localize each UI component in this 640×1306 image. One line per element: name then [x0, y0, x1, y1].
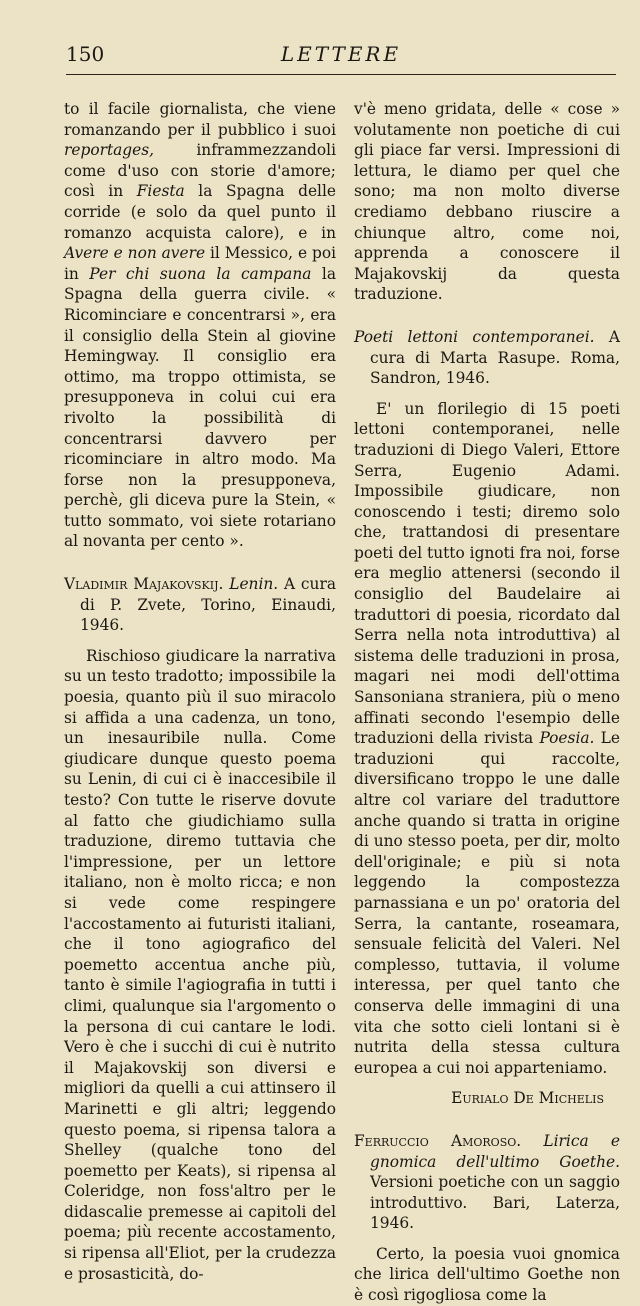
signature: Eurialo De Michelis	[451, 1089, 604, 1108]
majakovskij-review-heading: Vladimir Majakovskij. Lenin. A cura di P. Zvete, Torino, Einaudi, 1946.	[64, 575, 336, 635]
right-column	[354, 99, 620, 1306]
hemingway-review-end: to il facile giornalista, che viene romanzando per il pubblico i suoi reportages, inframmezzandoli come d'uso con storie d'amore; così in Fiesta la Spagna delle corride (e solo da quel punto il romanzo acquista calore), e in Avere e non avere il Messico, e poi in Per chi suona la campana la Spagna della guerra civile. « Ricominciare e concentrarsi », era il consiglio della Stein al giovine Hemingway. Il consiglio era ottimo, ma troppo ottimista, se presupponeva in colui cui era rivolto la possibilità di concentrarsi davvero per ricominciare in altro modo. Ma forse non la presupponeva, perchè, gli diceva pure la Stein, « tutto sommato, voi siete rotariano al novanta per cento ».	[64, 100, 337, 551]
majakovskij-review-body: Rischioso giudicare la narrativa su un testo tradotto; impossibile la poesia, quanto più il suo miracolo si affida a una cadenza, un tono, un inesauribile nulla. Come giudicare dunque questo poema su Lenin, di cui ci è inaccesibile il testo? Con tutte le riserve dovute al fatto che giudichiamo sulla traduzione, diremo tuttavia che l'impressione, per un lettore italiano, non è molto ricca; e non si vede come respingere l'accostamento ai futuristi italiani, che il tono agiografico del poemetto accentua anche più, tanto è simile l'agiografia in tutti i climi, qualunque sia l'argomento o la persona di cui cantare le lodi. Vero è che i succhi di cui è nutrito il Majakovskij son diversi e migliori da quelli a cui attinsero il Marinetti e gli altri; leggendo questo poema, si ripensa talora a Shelley (qualche tono del poemetto per Keats), si ripensa al Coleridge, non foss'altro per le didascalie premesse ai capitoli del poema; più recente accostamento, si ripensa all'Eliot, per la crudezza e prosasticità, do-	[64, 646, 336, 1283]
page-number: 150	[66, 42, 105, 66]
lettoni-review-heading: Poeti lettoni contemporanei. A cura di Marta Rasupe. Roma, Sandron, 1946.	[354, 327, 620, 388]
lettoni-review-body: E' un florilegio di 15 poeti lettoni contemporanei, nelle traduzioni di Diego Valeri, Ettore Serra, Eugenio Adami. Impossibile giudicare, non conoscendo i testi; diremo solo che, trattandosi di presentare poeti del tutto ignoti fra noi, forse era meglio attenersi (secondo il consiglio del Baudelaire ai traduttori di poesia, ricordato dal Serra nella nota introduttiva) al sistema delle traduzioni in prosa, magari nei modi dell'ottima Sansoniana straniera, più o meno affinati secondo l'esempio delle traduzioni della rivista Poesia. Le traduzioni qui raccolte, diversificano troppo le une dalle altre col variare del traduttore anche quando si tratta in origine di uno stesso poeta, per dir, molto dell'originale; e più si nota leggendo la compostezza parnassiana e un po' oratoria del Serra, la cantante, roseamara, sensuale felicità del Valeri. Nel complesso, tuttavia, il volume interessa, per quel tanto che conserva delle immagini di una vita che sotto cieli lontani si è nutrita della stessa cultura europea a cui noi apparteniamo.	[354, 399, 620, 1077]
header-rule	[66, 74, 616, 75]
goethe-review-heading: Ferruccio Amoroso. Lirica e gnomica dell'ultimo Goethe. Versioni poetiche con un saggio introduttivo. Bari, Laterza, 1946.	[354, 1131, 620, 1233]
left-column	[64, 99, 336, 1284]
majakovskij-review-end: v'è meno gridata, delle « cose » volutamente non poetiche di cui gli piace far versi. Impressioni di lettura, le diamo per quel che sono; ma non molto diverse crediamo debbano riuscire a chiunque altro, come noi, apprenda a conoscere il Majakovskij da questa traduzione.	[354, 100, 620, 304]
page-header	[66, 42, 616, 72]
running-title: LETTERE	[280, 42, 402, 66]
goethe-review-body: Certo, la poesia vuoi gnomica che lirica dell'ultimo Goethe non è così rigogliosa come la	[354, 1244, 620, 1305]
